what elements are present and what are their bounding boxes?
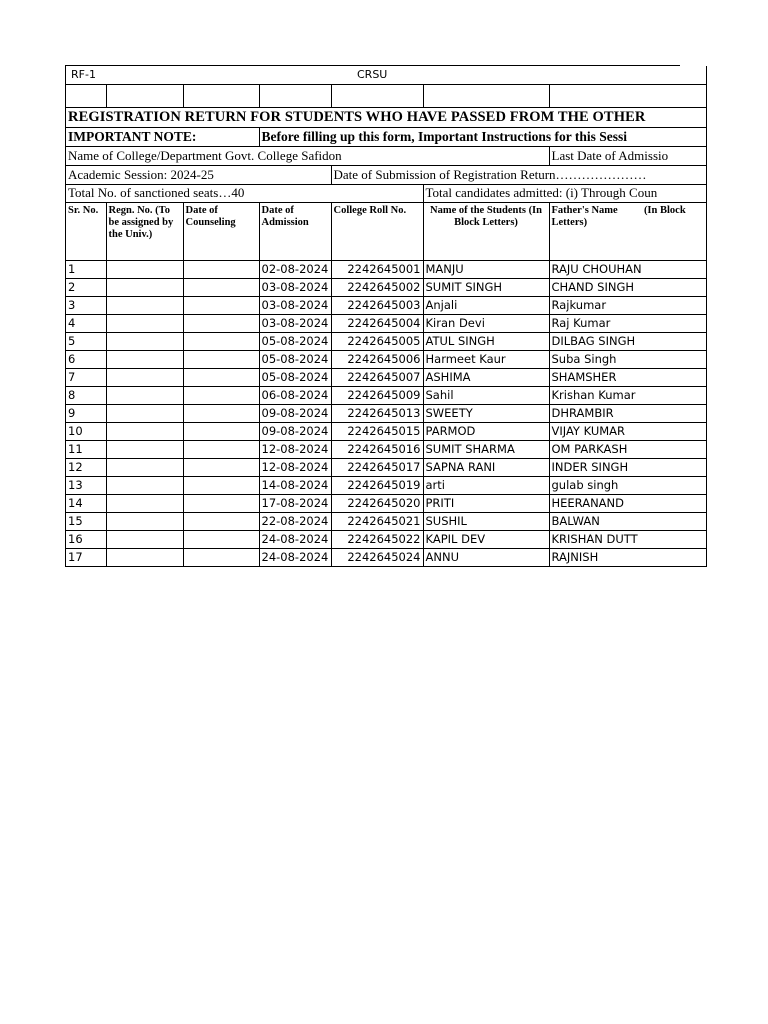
- cell-college-roll: 2242645017: [331, 458, 423, 476]
- cell-sr-no: 10: [66, 422, 106, 440]
- header-student-name: Name of the Students (In Block Letters): [423, 202, 549, 260]
- cell-father-name: OM PARKASH: [549, 440, 706, 458]
- cell-student-name: ANNU: [423, 548, 549, 566]
- cell-sr-no: 11: [66, 440, 106, 458]
- cell-date-counseling: [183, 278, 259, 296]
- cell-regn-no: [106, 350, 183, 368]
- table-row: [66, 476, 706, 494]
- cell-college-roll: 2242645009: [331, 386, 423, 404]
- cell-college-roll: 2242645021: [331, 512, 423, 530]
- table-row: [66, 512, 706, 530]
- table-row: [66, 314, 706, 332]
- cell-sr-no: 5: [66, 332, 106, 350]
- cell-student-name: PARMOD: [423, 422, 549, 440]
- cell-regn-no: [106, 260, 183, 278]
- table-row: [66, 494, 706, 512]
- cell-date-admission: 03-08-2024: [259, 278, 331, 296]
- cell-date-admission: 12-08-2024: [259, 440, 331, 458]
- university-name: CRSU: [357, 68, 388, 81]
- cell-date-counseling: [183, 422, 259, 440]
- cell-student-name: ASHIMA: [423, 368, 549, 386]
- cell-date-counseling: [183, 476, 259, 494]
- cell-regn-no: [106, 296, 183, 314]
- form-code: RF-1: [71, 68, 96, 82]
- cell-sr-no: 16: [66, 530, 106, 548]
- form-table: [66, 66, 707, 567]
- cell-regn-no: [106, 494, 183, 512]
- cell-student-name: SUMIT SHARMA: [423, 440, 549, 458]
- table-row: [66, 530, 706, 548]
- cell-father-name: RAJNISH: [549, 548, 706, 566]
- table-row: [66, 350, 706, 368]
- cell-sr-no: 8: [66, 386, 106, 404]
- cell-father-name: DILBAG SINGH: [549, 332, 706, 350]
- cell-sr-no: 12: [66, 458, 106, 476]
- cell-college-roll: 2242645005: [331, 332, 423, 350]
- cell-college-roll: 2242645024: [331, 548, 423, 566]
- header-college-roll: College Roll No.: [331, 202, 423, 260]
- cell-sr-no: 14: [66, 494, 106, 512]
- cell-father-name: INDER SINGH: [549, 458, 706, 476]
- cell-date-admission: 09-08-2024: [259, 404, 331, 422]
- cell-date-counseling: [183, 440, 259, 458]
- table-row: [66, 296, 706, 314]
- registration-return-sheet: [65, 65, 689, 567]
- cell-date-admission: 06-08-2024: [259, 386, 331, 404]
- header-father-name: Father's Name (In Block Letters): [549, 202, 706, 260]
- cell-regn-no: [106, 440, 183, 458]
- cell-regn-no: [106, 386, 183, 404]
- cell-student-name: Sahil: [423, 386, 549, 404]
- cell-sr-no: 17: [66, 548, 106, 566]
- college-name: Name of College/Department Govt. College Safidon: [66, 146, 549, 165]
- cell-college-roll: 2242645016: [331, 440, 423, 458]
- table-row: [66, 422, 706, 440]
- header-date-counseling: Date of Counseling: [183, 202, 259, 260]
- cell-date-admission: 24-08-2024: [259, 548, 331, 566]
- cell-regn-no: [106, 278, 183, 296]
- cell-father-name: Raj Kumar: [549, 314, 706, 332]
- cell-date-counseling: [183, 350, 259, 368]
- table-row: [66, 404, 706, 422]
- cell-father-name: gulab singh: [549, 476, 706, 494]
- cell-college-roll: 2242645001: [331, 260, 423, 278]
- cell-father-name: CHAND SINGH: [549, 278, 706, 296]
- cell-student-name: SUMIT SINGH: [423, 278, 549, 296]
- cell-sr-no: 9: [66, 404, 106, 422]
- cell-student-name: ATUL SINGH: [423, 332, 549, 350]
- cell-father-name: SHAMSHER: [549, 368, 706, 386]
- cell-sr-no: 1: [66, 260, 106, 278]
- cell-college-roll: 2242645013: [331, 404, 423, 422]
- cell-student-name: KAPIL DEV: [423, 530, 549, 548]
- cell-date-admission: 02-08-2024: [259, 260, 331, 278]
- cell-college-roll: 2242645007: [331, 368, 423, 386]
- cell-regn-no: [106, 476, 183, 494]
- cell-sr-no: 13: [66, 476, 106, 494]
- cell-college-roll: 2242645015: [331, 422, 423, 440]
- cell-date-counseling: [183, 458, 259, 476]
- cell-student-name: SAPNA RANI: [423, 458, 549, 476]
- cell-regn-no: [106, 458, 183, 476]
- sanctioned-seats: Total No. of sanctioned seats…40: [66, 184, 423, 202]
- cell-college-roll: 2242645002: [331, 278, 423, 296]
- form-code-row: [66, 66, 706, 84]
- table-row: [66, 368, 706, 386]
- cell-father-name: BALWAN: [549, 512, 706, 530]
- cell-student-name: arti: [423, 476, 549, 494]
- cell-sr-no: 2: [66, 278, 106, 296]
- table-row: [66, 548, 706, 566]
- header-sr-no: Sr. No.: [66, 202, 106, 260]
- cell-date-counseling: [183, 404, 259, 422]
- table-row: [66, 260, 706, 278]
- cell-student-name: MANJU: [423, 260, 549, 278]
- cell-father-name: VIJAY KUMAR: [549, 422, 706, 440]
- cell-date-counseling: [183, 368, 259, 386]
- cell-date-admission: 03-08-2024: [259, 296, 331, 314]
- cell-date-counseling: [183, 332, 259, 350]
- cell-date-admission: 14-08-2024: [259, 476, 331, 494]
- candidates-admitted: Total candidates admitted: (i) Through Coun: [423, 184, 706, 202]
- cell-date-admission: 05-08-2024: [259, 350, 331, 368]
- cell-sr-no: 3: [66, 296, 106, 314]
- cell-father-name: Rajkumar: [549, 296, 706, 314]
- cell-student-name: Harmeet Kaur: [423, 350, 549, 368]
- cell-father-name: DHRAMBIR: [549, 404, 706, 422]
- cell-student-name: SWEETY: [423, 404, 549, 422]
- header-regn-no: Regn. No. (To be assigned by the Univ.): [106, 202, 183, 260]
- cell-sr-no: 4: [66, 314, 106, 332]
- table-row: [66, 386, 706, 404]
- cell-college-roll: 2242645020: [331, 494, 423, 512]
- cell-father-name: KRISHAN DUTT: [549, 530, 706, 548]
- cell-college-roll: 2242645004: [331, 314, 423, 332]
- cell-regn-no: [106, 422, 183, 440]
- cell-date-admission: 22-08-2024: [259, 512, 331, 530]
- important-note-label: IMPORTANT NOTE:: [66, 127, 259, 146]
- header-date-admission: Date of Admission: [259, 202, 331, 260]
- academic-session: Academic Session: 2024-25: [66, 165, 331, 184]
- cell-regn-no: [106, 368, 183, 386]
- cell-sr-no: 7: [66, 368, 106, 386]
- cell-student-name: SUSHIL: [423, 512, 549, 530]
- table-row: [66, 278, 706, 296]
- cell-college-roll: 2242645022: [331, 530, 423, 548]
- cell-regn-no: [106, 314, 183, 332]
- cell-college-roll: 2242645019: [331, 476, 423, 494]
- cell-date-counseling: [183, 512, 259, 530]
- cell-regn-no: [106, 332, 183, 350]
- cell-sr-no: 6: [66, 350, 106, 368]
- table-row: [66, 458, 706, 476]
- cell-date-counseling: [183, 260, 259, 278]
- cell-date-counseling: [183, 530, 259, 548]
- cell-date-counseling: [183, 548, 259, 566]
- cell-date-admission: 17-08-2024: [259, 494, 331, 512]
- cell-student-name: Kiran Devi: [423, 314, 549, 332]
- cell-regn-no: [106, 530, 183, 548]
- cell-father-name: Krishan Kumar: [549, 386, 706, 404]
- cell-date-admission: 09-08-2024: [259, 422, 331, 440]
- important-note-text: Before filling up this form, Important Instructions for this Sessi: [259, 127, 706, 146]
- cell-father-name: Suba Singh: [549, 350, 706, 368]
- cell-date-counseling: [183, 494, 259, 512]
- table-row: [66, 332, 706, 350]
- submission-date: Date of Submission of Registration Return…………………: [331, 165, 706, 184]
- form-title: REGISTRATION RETURN FOR STUDENTS WHO HAVE PASSED FROM THE OTHER: [66, 107, 706, 127]
- cell-college-roll: 2242645003: [331, 296, 423, 314]
- table-row: [66, 440, 706, 458]
- cell-regn-no: [106, 512, 183, 530]
- cell-college-roll: 2242645006: [331, 350, 423, 368]
- cell-date-counseling: [183, 296, 259, 314]
- cell-date-counseling: [183, 314, 259, 332]
- cell-date-admission: 05-08-2024: [259, 368, 331, 386]
- cell-date-admission: 03-08-2024: [259, 314, 331, 332]
- cell-student-name: PRITI: [423, 494, 549, 512]
- cell-regn-no: [106, 404, 183, 422]
- blank-row: [66, 84, 706, 107]
- cell-regn-no: [106, 548, 183, 566]
- cell-sr-no: 15: [66, 512, 106, 530]
- cell-father-name: HEERANAND: [549, 494, 706, 512]
- cell-date-admission: 05-08-2024: [259, 332, 331, 350]
- last-date-admission: Last Date of Admissio: [549, 146, 706, 165]
- cell-father-name: RAJU CHOUHAN: [549, 260, 706, 278]
- column-header-row: [66, 202, 706, 260]
- cell-date-admission: 24-08-2024: [259, 530, 331, 548]
- cell-student-name: Anjali: [423, 296, 549, 314]
- cell-date-admission: 12-08-2024: [259, 458, 331, 476]
- cell-date-counseling: [183, 386, 259, 404]
